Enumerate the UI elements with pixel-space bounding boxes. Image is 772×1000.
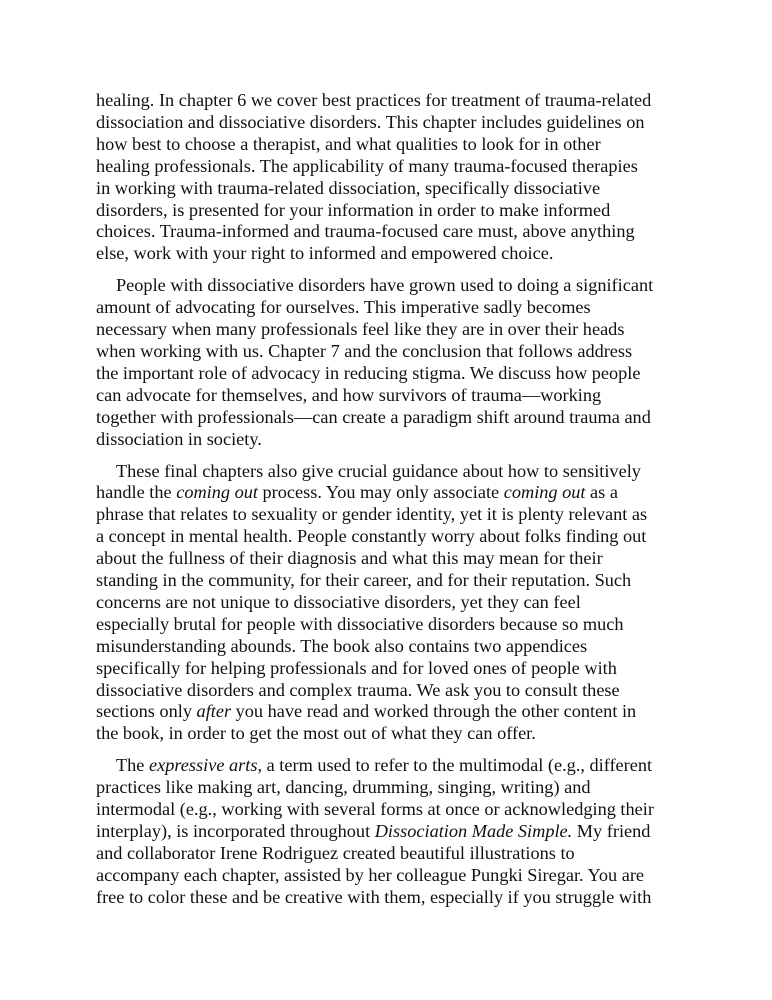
text-run: and collaborator Irene Rodriguez created beautiful illustrations to [96, 842, 575, 863]
paragraph-1 [96, 90, 680, 265]
text-line [96, 341, 680, 363]
text-line [96, 385, 680, 407]
text-line [96, 865, 680, 887]
text-line [96, 178, 680, 200]
text-line [96, 526, 680, 548]
text-run: free to color these and be creative with them, especially if you struggle with [96, 886, 652, 907]
text-line [96, 482, 680, 504]
text-line [96, 592, 680, 614]
text-run: handle the [96, 482, 177, 503]
text-line [96, 636, 680, 658]
text-run: how best to choose a therapist, and what qualities to look for in other [96, 133, 601, 154]
text-line [96, 407, 680, 429]
text-run: especially brutal for people with dissociative disorders because so much [96, 613, 624, 634]
text-line [96, 680, 680, 702]
text-run: accompany each chapter, assisted by her colleague Pungki Siregar. You are [96, 864, 645, 885]
text-run: in working with trauma-related dissociation, specifically dissociative [96, 177, 601, 198]
text-run: standing in the community, for their career, and for their reputation. Such [96, 570, 632, 591]
text-run: phrase that relates to sexuality or gender identity, yet it is plenty relevant as [96, 504, 648, 525]
text-run: a term used to refer to the multimodal (e.g., different [262, 755, 653, 776]
text-run: together with professionals—can create a paradigm shift around trauma and [96, 406, 651, 427]
text-run: choices. Trauma-informed and trauma-focused care must, above anything [96, 221, 635, 242]
paragraph-4 [96, 755, 680, 908]
text-line [96, 701, 680, 723]
paragraph-2 [96, 275, 680, 450]
italic-text: expressive arts, [149, 755, 263, 776]
text-line [96, 200, 680, 222]
paragraph-3 [96, 461, 680, 746]
text-line [96, 221, 680, 243]
text-run: process. You may only associate [257, 482, 504, 503]
text-line [96, 821, 680, 843]
text-line [96, 461, 680, 483]
text-line [96, 319, 680, 341]
text-run: the important role of advocacy in reducing stigma. We discuss how people [96, 362, 641, 383]
text-run: when working with us. Chapter 7 and the conclusion that follows address [96, 340, 633, 361]
text-run: healing professionals. The applicability of many trauma-focused therapies [96, 155, 638, 176]
text-run: concerns are not unique to dissociative disorders, yet they can feel [96, 591, 581, 612]
text-run: People with dissociative disorders have grown used to doing a significant [116, 275, 654, 296]
text-line [96, 156, 680, 178]
text-run: misunderstanding abounds. The book also contains two appendices [96, 635, 588, 656]
text-run: amount of advocating for ourselves. This imperative sadly becomes [96, 297, 591, 318]
text-run: else, work with your right to informed and empowered choice. [96, 243, 554, 264]
text-line [96, 112, 680, 134]
text-line [96, 134, 680, 156]
italic-text: after [196, 701, 232, 722]
text-line [96, 90, 680, 112]
text-line [96, 275, 680, 297]
text-run: necessary when many professionals feel like they are in over their heads [96, 319, 625, 340]
text-line [96, 799, 680, 821]
text-run: dissociation in society. [96, 428, 262, 449]
text-line [96, 723, 680, 745]
book-page-body [96, 90, 680, 919]
text-run: can advocate for themselves, and how survivors of trauma—working [96, 384, 602, 405]
text-line [96, 297, 680, 319]
text-line [96, 755, 680, 777]
text-run: practices like making art, dancing, drumming, singing, writing) and [96, 777, 591, 798]
text-line [96, 658, 680, 680]
text-line [96, 614, 680, 636]
text-line [96, 548, 680, 570]
text-line [96, 363, 680, 385]
text-run: specifically for helping professionals and for loved ones of people with [96, 657, 617, 678]
text-run: as a [585, 482, 618, 503]
text-run: sections only [96, 701, 197, 722]
text-line [96, 843, 680, 865]
text-run: intermodal (e.g., working with several forms at once or acknowledging their [96, 799, 654, 820]
italic-text: coming out [503, 482, 586, 503]
text-run: The [116, 755, 149, 776]
text-run: a concept in mental health. People constantly worry about folks finding out [96, 526, 647, 547]
italic-text: Dissociation Made Simple. [374, 821, 573, 841]
text-run: you have read and worked through the other content in [231, 701, 637, 722]
text-line [96, 887, 680, 909]
text-run: dissociative disorders and complex trauma. We ask you to consult these [96, 679, 620, 700]
italic-text: coming out [176, 482, 258, 503]
text-run: My friend [572, 821, 651, 841]
text-run: healing. In chapter 6 we cover best practices for treatment of trauma-related [96, 90, 652, 110]
text-run: disorders, is presented for your information in order to make informed [96, 199, 611, 220]
text-run: about the fullness of their diagnosis and what this may mean for their [96, 548, 603, 569]
text-line [96, 570, 680, 592]
text-run: dissociation and dissociative disorders. This chapter includes guidelines on [96, 111, 645, 132]
text-line [96, 777, 680, 799]
text-run: the book, in order to get the most out of what they can offer. [96, 723, 536, 744]
text-run: These final chapters also give crucial guidance about how to sensitively [116, 460, 641, 481]
text-line [96, 429, 680, 451]
text-line [96, 243, 680, 265]
text-run: interplay), is incorporated throughout [96, 821, 375, 841]
text-line [96, 504, 680, 526]
